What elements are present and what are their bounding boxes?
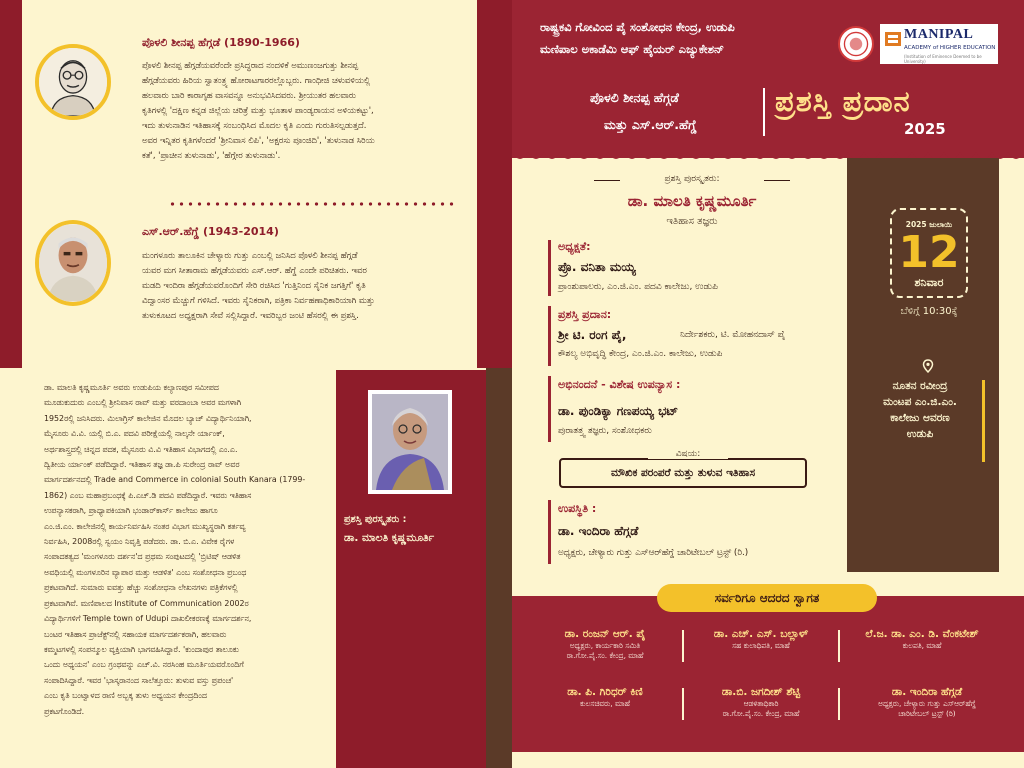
guest-subtitle: ಅಧ್ಯಕ್ಷರು, ಚೇಳ್ಯಾರು ಗುತ್ತು ಎಸ್‌ಆರ್‌ಹೆಗ್ಡೆ ಚಾರಿಟೇಬಲ್ ಟ್ರಸ್ಟ್ (ರಿ.) (558, 548, 749, 558)
awardee-bio-line: ಎಂ.ಜಿ.ಎಂ. ಕಾಲೇಜಿನಲ್ಲಿ ಕಾರ್ಯನಿರ್ವಹಿಸಿ ನಂತರ ವಿಭಾಗ ಮುಖ್ಯಸ್ಥರಾಗಿ ಕರ್ತವ್ಯ (44, 521, 246, 531)
guest-divider (838, 630, 840, 662)
guest-divider (838, 688, 840, 720)
presenter-subtitle-1: ನಿರ್ದೇಶಕರು, ಟಿ. ಮೋಹನದಾಸ್ ಪೈ (680, 330, 786, 340)
portrait-sketch-icon (39, 48, 107, 116)
date-card (890, 208, 968, 298)
welcome-guest (530, 628, 680, 661)
awardee-bio-line: ಮಾರ್ಗದರ್ಶನದಲ್ಲಿ Trade and Commerce in colonial South Kanara (1799- (44, 475, 306, 485)
event-venue (858, 378, 982, 442)
presenter-name: ಶ್ರೀ ಟಿ. ರಂಗ ಪೈ, (558, 328, 627, 342)
topic-text: ಮೌಖಿಕ ಪರಂಪರೆ ಮತ್ತು ತುಳುವ ಇತಿಹಾಸ (610, 467, 756, 479)
date-weekday: ಶನಿವಾರ (914, 276, 944, 289)
recipient-name: ಡಾ. ಮಾಲತಿ ಕೃಷ್ಣಮೂರ್ತಿ (627, 192, 757, 210)
title-divider (763, 88, 765, 136)
awardee-bio-line: ಒಂದು ಅಧ್ಯಯನ' ಎಂಬ ಗ್ರಂಥವನ್ನು ಎಚ್.ವಿ. ನರಸಿಂಹ ಮೂರ್ತಿಯವರೊಂದಿಗೆ (44, 660, 244, 670)
venue-line: ಉಡುಪಿ (906, 428, 934, 440)
welcome-guest-sub: ಚಾರಿಟೇಬಲ್ ಟ್ರಸ್ಟ್ (ರಿ) (898, 709, 956, 718)
section-bar (548, 376, 551, 442)
manipal-logo-tagline: (Institution of Eminence Deemed to be University) (904, 54, 982, 64)
lecture-subtitle: ಪುರಾತತ್ತ್ವ ತಜ್ಞರು, ಸಂಶೋಧಕರು (558, 426, 652, 436)
chair-name: ಪ್ರೊ. ವನಿತಾ ಮಯ್ಯ (558, 260, 636, 274)
photo-panel-label: ಪ್ರಶಸ್ತಿ ಪುರಸ್ಕೃತರು : (344, 514, 407, 525)
welcome-guest-sub: ಅಧ್ಯಕ್ಷರು, ಚೇಳ್ಯಾರು ಗುತ್ತು ಎಸ್‌ಆರ್‌ಹೆಗ್ಡೆ (878, 699, 976, 708)
awardee-bio-line: ಅವಧಿಯಲ್ಲಿ ಮಂಗಳೂರಿನ ವ್ಯಾಪಾರ ಮತ್ತು ಆಡಳಿತ' ಎಂಬ ಸಂಶೋಧನಾ ಪ್ರಬಂಧ (44, 567, 247, 577)
awardee-photo-icon (372, 394, 448, 490)
awardee-photo-frame (368, 390, 452, 494)
welcome-guest-name: ಲೆ.ಜ. ಡಾ. ಎಂ. ಡಿ. ವೆಂಕಟೇಶ್ (865, 628, 979, 640)
bio1-line: ಹೆಗ್ಗಡೆಯವರು ಹಿರಿಯ ಸ್ವಾತಂತ್ರ್ಯ ಹೋರಾಟಗಾರರಲ್ಲೊಬ್ಬರು. ಗಾಂಧೀಜಿ ಚಳುವಳಿಯಲ್ಲಿ (142, 75, 371, 85)
topic-box (559, 458, 807, 488)
awardee-bio-line: ಪ್ರಕಟವಾಗಿವೆ. ಮಣಿಪಾಲದ Institute of Communication 2002ರ (44, 598, 249, 608)
date-year-month: 2025 ಜುಲಾಯಿ (905, 220, 953, 229)
section-bar (548, 240, 551, 296)
awardee-bio-line: ಬಂಟರ ಇತಿಹಾಸ ಪ್ರಾಜೆಕ್ಟ್‌ನಲ್ಲಿ ಸಹಾಯಕ ಮಾರ್ಗದರ್ಶಕರಾಗಿ, ಹಲವಾರು (44, 629, 227, 639)
event-time: ಬೆಳಿಗ್ಗೆ 10:30ಕ್ಕೆ (900, 306, 958, 317)
topic-label: ವಿಷಯ: (648, 449, 728, 459)
guest-divider (682, 630, 684, 662)
portrait-poli-sheenappa-hegde (35, 44, 111, 120)
award-year: 2025 (904, 120, 946, 138)
welcome-title: ಸರ್ವರಿಗೂ ಆದರದ ಸ್ವಾಗತ (657, 584, 877, 612)
venue-line: ಮಂಟಪ ಎಂ.ಜಿ.ಎಂ. (883, 396, 957, 408)
center-dark-strip (486, 368, 512, 768)
bio1-text (142, 58, 462, 163)
awardee-bio-line: ಅರ್ಥಶಾಸ್ತ್ರದಲ್ಲಿ ಚಿನ್ನದ ಪದಕ, ಮೈಸೂರು ವಿ.ವಿ ಇತಿಹಾಸ ವಿಭಾಗದಲ್ಲಿ ಎಂ.ಎ. (44, 444, 238, 454)
header-institute-line1: ರಾಷ್ಟ್ರಕವಿ ಗೋವಿಂದ ಪೈ ಸಂಶೋಧನ ಕೇಂದ್ರ, ಉಡುಪಿ (540, 20, 735, 34)
awardee-bio-line: ಪ್ರಕಟಗೊಂಡಿದೆ. (44, 706, 85, 716)
welcome-guest (842, 686, 1012, 719)
awardee-bio-line: ಮೈಸೂರು ವಿ.ವಿ. ಯಲ್ಲಿ ಬಿ.ಎ. ಪದವಿ ಪರೀಕ್ಷೆಯಲ್ಲಿ ನಾಲ್ಕನೇ ರ್ಯಾಂಕ್, (44, 429, 225, 439)
welcome-guest-sub: ಸಹ ಕುಲಾಧಿಪತಿ, ಮಾಹೆ (732, 641, 790, 650)
rule-right (764, 180, 790, 181)
welcome-guest-sub: ರಾ.ಗೋ.ಪೈ.ಸಂ. ಕೇಂದ್ರ, ಮಾಹೆ (566, 651, 644, 660)
bio1-line: ಪೊಳಲಿ ಶೀನಪ್ಪ ಹೆಗ್ಗಡೆಯವರೆಂದೇ ಪ್ರಸಿದ್ಧರಾದ ನಂದಳಿಕೆ ಅಮುಣಂಜಗುತ್ತು ಶೀನಪ್ಪ (142, 60, 359, 70)
presenter-subtitle-2: ಕೌಶಲ್ಯ ಅಭಿವೃದ್ಧಿ ಕೇಂದ್ರ, ಎಂ.ಜಿ.ಎಂ. ಕಾಲೇಜು, ಉಡುಪಿ (558, 349, 723, 359)
welcome-guest-name: ಡಾ.ಬಿ. ಜಗದೀಶ್ ಶೆಟ್ಟಿ (721, 686, 801, 698)
welcome-band (512, 596, 1024, 752)
manipal-logo-name: MANIPAL (904, 27, 974, 42)
venue-line: ನೂತನ ರವೀಂದ್ರ (892, 380, 948, 392)
welcome-guest (686, 628, 836, 651)
left-maroon-strip (0, 0, 22, 368)
awardee-biography (44, 380, 330, 719)
bottom-cream-edge (512, 752, 1024, 768)
bio1-title: ಪೊಳಲಿ ಶೀನಪ್ಪ ಹೆಗ್ಗಡೆ (1890-1966) (142, 36, 300, 49)
welcome-guest (530, 686, 680, 709)
bio1-line: ಕೃತಿಗಳಲ್ಲಿ 'ದಕ್ಷಿಣ ಕನ್ನಡ ಜಿಲ್ಲೆಯ ಚರಿತ್ರೆ ಮತ್ತು ಭೂತಾಳ ಪಾಂಡ್ಯರಾಯನ ಅಳಿಯಕಟ್ಟು', (142, 105, 374, 115)
bio2-line: ಮಂಗಳೂರು ತಾಲೂಕಿನ ಚೇಳ್ಯಾರು ಗುತ್ತು ಎಂಬಲ್ಲಿ ಜನಿಸಿದ ಪೊಳಲಿ ಶೀನಪ್ಪ ಹೆಗ್ಗಡೆ (142, 250, 358, 260)
section-bar (548, 500, 551, 564)
awardee-bio-line: ಉಪನ್ಯಾಸಕರಾಗಿ, ಪ್ರಾಧ್ಯಾಪಕಿಯಾಗಿ ಭಂಡಾರ್‌ಕಾರ್ಸ್ ಕಾಲೇಜು ಹಾಗೂ (44, 506, 218, 516)
recipient-role: ಇತಿಹಾಸ ತಜ್ಞರು (666, 216, 718, 227)
welcome-guest-name: ಡಾ. ಎಚ್. ಎಸ್. ಬಲ್ಲಾಳ್ (713, 628, 809, 640)
photo-panel-name: ಡಾ. ಮಾಲತಿ ಕೃಷ್ಣಮೂರ್ತಿ (344, 532, 435, 544)
awardee-bio-line: ಡಾ. ಮಾಲತಿ ಕೃಷ್ಣಮೂರ್ತಿ ಅವರು ಉಡುಪಿಯ ಕಲ್ಯಾಣಪುರ ಸಮೀಪದ (44, 383, 219, 392)
awardee-bio-line: 1862) ಎಂಬ ಮಹಾಪ್ರಬಂಧಕ್ಕೆ ಪಿ.ಎಚ್.ಡಿ ಪದವಿ ಪಡೆದಿದ್ದಾರೆ. ಇವರು ಇತಿಹಾಸ (44, 490, 252, 500)
recipient-label: ಪ್ರಶಸ್ತಿ ಪುರಸ್ಕೃತರು: (664, 174, 720, 184)
welcome-guest-sub: ರಾ.ಗೋ.ಪೈ.ಸಂ. ಕೇಂದ್ರ, ಮಾಹೆ (722, 709, 800, 718)
awardee-bio-line: ನಿರ್ವಹಿಸಿ, 2008ರಲ್ಲಿ ಸ್ವಯಂ ನಿವೃತ್ತಿ ಪಡೆದರು. ಡಾ. ಬಿ.ಎ. ವಿವೇಕ ರೈಗಳ (44, 537, 235, 547)
awardee-bio-line: ಪ್ರಕಟವಾಗಿದೆ. ಸುಮಾರು ಐವತ್ತು ಹೆಚ್ಚು ಸಂಶೋಧನಾ ಲೇಖನಗಳು ಪತ್ರಿಕೆಗಳಲ್ಲಿ (44, 583, 238, 593)
portrait-sr-hegde (35, 220, 111, 306)
awardee-bio-line: ಮೂಡುಕುದುರು ಎಂಬಲ್ಲಿ ಶ್ರೀನಿವಾಸ ರಾವ್ ಮತ್ತು ವರದಾಂಬಾ ಅವರ ಮಗಳಾಗಿ (44, 398, 242, 408)
welcome-guest-name: ಡಾ. ರಂಜನ್ ಆರ್. ಪೈ (564, 628, 646, 640)
presenter-heading: ಪ್ರಶಸ್ತಿ ಪ್ರದಾನ: (558, 308, 612, 321)
bio1-line: ಹಲವಾರು ಬಾರಿ ಕಾರಾಗೃಹ ವಾಸವನ್ನೂ ಅನುಭವಿಸಿದವರು. ಶ್ರೀಯುತರ ಹಲವಾರು (142, 90, 356, 100)
bio2-title: ಎಸ್.ಆರ್.ಹೆಗ್ಡೆ (1943-2014) (142, 225, 279, 238)
awardee-bio-line: ಕಮ್ಮಟಗಳಲ್ಲಿ ಸಂಪನ್ಮೂಲ ವ್ಯಕ್ತಿಯಾಗಿ ಭಾಗವಹಿಸಿದ್ದಾರೆ. 'ಕುಂದಾಪುರ ತಾಲೂಕು (44, 644, 239, 654)
chair-heading: ಅಧ್ಯಕ್ಷತೆ: (558, 240, 591, 253)
rule-left (594, 180, 620, 181)
manipal-logo-sub: ACADEMY of HIGHER EDUCATION (904, 45, 996, 51)
welcome-guest-name: ಡಾ. ಪಿ. ಗಿರಿಧರ್ ಕಿಣಿ (567, 686, 643, 698)
awardee-bio-line: ದ್ವಿತೀಯ ರ್ಯಾಂಕ್ ಪಡೆದಿದ್ದಾರೆ. ಇತಿಹಾಸ ತಜ್ಞ ಡಾ.ಪಿ ಸುರೇಂದ್ರ ರಾವ್ ಅವರ (44, 460, 240, 470)
portrait-photo-icon (39, 224, 107, 302)
awardee-bio-line: 1952ರಲ್ಲಿ ಜನಿಸಿದರು. ಮಿಲಾಗ್ರಿಸ್ ಕಾಲೇಜಿನ ಮೊದಲ ಬ್ಯಾಚ್ ವಿದ್ಯಾರ್ಥಿನಿಯಾಗಿ, (44, 413, 252, 423)
bio2-line: ಯವರ ಮಗ ಸೀತಾರಾಮ ಹೆಗ್ಗಡೆಯವರು ಎಸ್.ಆರ್. ಹೆಗ್ಡೆ ಎಂದೇ ಪರಿಚಿತರು. ಇವರ (142, 265, 367, 275)
bio2-line: ವಿದ್ವಾಂಸರ ಮೆಚ್ಚುಗೆ ಗಳಿಸಿದೆ. ಇವರು ಸೈನಿಕರಾಗಿ, ಪತ್ರಿಕಾ ನಿರ್ವಹಣಾಧಿಕಾರಿಯಾಗಿ ಮತ್ತು (142, 295, 375, 305)
recipient-label-row (594, 174, 790, 186)
welcome-guest-sub: ಆಡಳಿತಾಧಿಕಾರಿ (743, 699, 779, 708)
location-pin-icon (921, 358, 935, 372)
bio2-line: ತುಳುಕೂಟದ ಅಧ್ಯಕ್ಷರಾಗಿ ಸೇವೆ ಸಲ್ಲಿಸಿದ್ದಾರೆ. ಇವರಿಬ್ಬರ ಜಂಟಿ ಹೆಸರಲ್ಲಿ ಈ ಪ್ರಶಸ್ತಿ. (142, 310, 359, 320)
awardee-bio-line: ಸಂಪಾದಕತ್ವದ 'ಮಂಗಳೂರು ದರ್ಶನ'ದ ಪ್ರಥಮ ಸಂಪುಟದಲ್ಲಿ 'ಬ್ರಿಟಿಷ್ ಆಡಳಿತ (44, 552, 241, 562)
venue-line: ಕಾಲೇಜು ಆವರಣ (890, 412, 950, 424)
welcome-guest-sub: ಕುಲಪತಿ, ಮಾಹೆ (902, 641, 942, 650)
lecture-name: ಡಾ. ಪುಂಡಿಕ್ಯಾ ಗಣಪಯ್ಯ ಭಟ್ (558, 404, 679, 418)
section-bar (548, 306, 551, 366)
chair-subtitle: ಪ್ರಾಂಶುಪಾಲರು, ಎಂ.ಜಿ.ಎಂ. ಪದವಿ ಕಾಲೇಜು, ಉಡುಪಿ (558, 282, 718, 292)
institute-seal-icon (838, 26, 874, 62)
bio1-line: ಕತೆ', 'ಪ್ರಾಚೀನ ತುಳುನಾಡು', 'ಹೆಗ್ಗೇರ ತುಳುನಾಡು'. (142, 150, 281, 160)
dotted-divider (168, 202, 458, 206)
award-names-line2: ಮತ್ತು ಎಸ್.ಆರ್.ಹೆಗ್ಡೆ (604, 117, 697, 132)
award-names-line1: ಪೊಳಲಿ ಶೀನಪ್ಪ ಹೆಗ್ಗಡೆ (590, 90, 679, 105)
bio2-line: ಮಡದಿ ಇಂದಿರಾ ಹೆಗ್ಗಡೆಯವರೊಂದಿಗೆ ಸೇರಿ ರಚಿಸಿದ 'ಗುತ್ತಿನಿಂದ ಸೈನಿಕ ಜಗತ್ತಿಗೆ' ಕೃತಿ (142, 280, 366, 290)
manipal-logo (880, 24, 998, 64)
bio1-line: ಅವರ ಇನ್ನಿತರ ಕೃತಿಗಳೆಂದರೆ 'ಶ್ರೀನಿವಾಸ ಲಿಪಿ', 'ಅಕ್ಷರಸು ಪೂಂಜಿದಿ', 'ತುಳುನಾಡ ಸಿರಿಯ (142, 135, 375, 145)
bio2-text (142, 248, 462, 323)
venue-accent-bar (982, 380, 985, 462)
awardee-bio-line: ವಿದ್ಯಾರ್ಥಿಗಳಿಗೆ Temple town of Udupi ದಾಖಲೀಕರಣಕ್ಕೆ ಮಾರ್ಗದರ್ಶನ, (44, 614, 252, 624)
date-day-number: 12 (898, 227, 960, 278)
welcome-guest-sub: ಅಧ್ಯಕ್ಷರು, ಕಾರ್ಯಕಾರಿ ಸಮಿತಿ (569, 641, 641, 650)
guest-divider (682, 688, 684, 720)
welcome-guest-sub: ಕುಲಸಚಿವರು, ಮಾಹೆ (579, 699, 631, 708)
award-title: ಪ್ರಶಸ್ತಿ ಪ್ರದಾನ (775, 84, 911, 118)
manipal-emblem-icon (884, 30, 902, 48)
header-institute-line2: ಮಣಿಪಾಲ ಅಕಾಡೆಮಿ ಆಫ್ ಹೈಯರ್ ಎಜ್ಯುಕೇಶನ್ (540, 42, 724, 56)
welcome-guest-name: ಡಾ. ಇಂದಿರಾ ಹೆಗ್ಗಡೆ (891, 686, 963, 698)
bio1-line: ಇದು ತುಳುನಾಡಿನ ಇತಿಹಾಸಕ್ಕೆ ಸಂಬಂಧಿಸಿದ ಮೊದಲ ಕೃತಿ ಎಂದು ಗುರುತಿಸಲ್ಪಡುತ್ತದೆ. (142, 120, 367, 130)
awardee-bio-line: ಎಂಬ ಕೃತಿ ಬಂಟ್ವಾಳದ ರಾಣಿ ಅಬ್ಬಕ್ಕ ತುಳು ಅಧ್ಯಯನ ಕೇಂದ್ರದಿಂದ (44, 691, 207, 701)
awardee-bio-line: ಸಂಪಾದಿಸಿದ್ದಾರೆ. ಇವರ 'ಭಾಸ್ಕರಾನಂದ ಸಾಲೆತ್ತೂರು: ತುಳುವ ವಸ್ತು ಪ್ರಪಂಚ' (44, 675, 234, 685)
lecture-heading: ಅಭಿನಂದನೆ - ವಿಶೇಷ ಉಪನ್ಯಾಸ : (558, 378, 681, 391)
guest-name: ಡಾ. ಇಂದಿರಾ ಹೆಗ್ಗಡೆ (558, 524, 639, 538)
welcome-guest (842, 628, 1002, 651)
guest-heading: ಉಪಸ್ಥಿತಿ : (558, 502, 597, 515)
welcome-guest (686, 686, 836, 719)
